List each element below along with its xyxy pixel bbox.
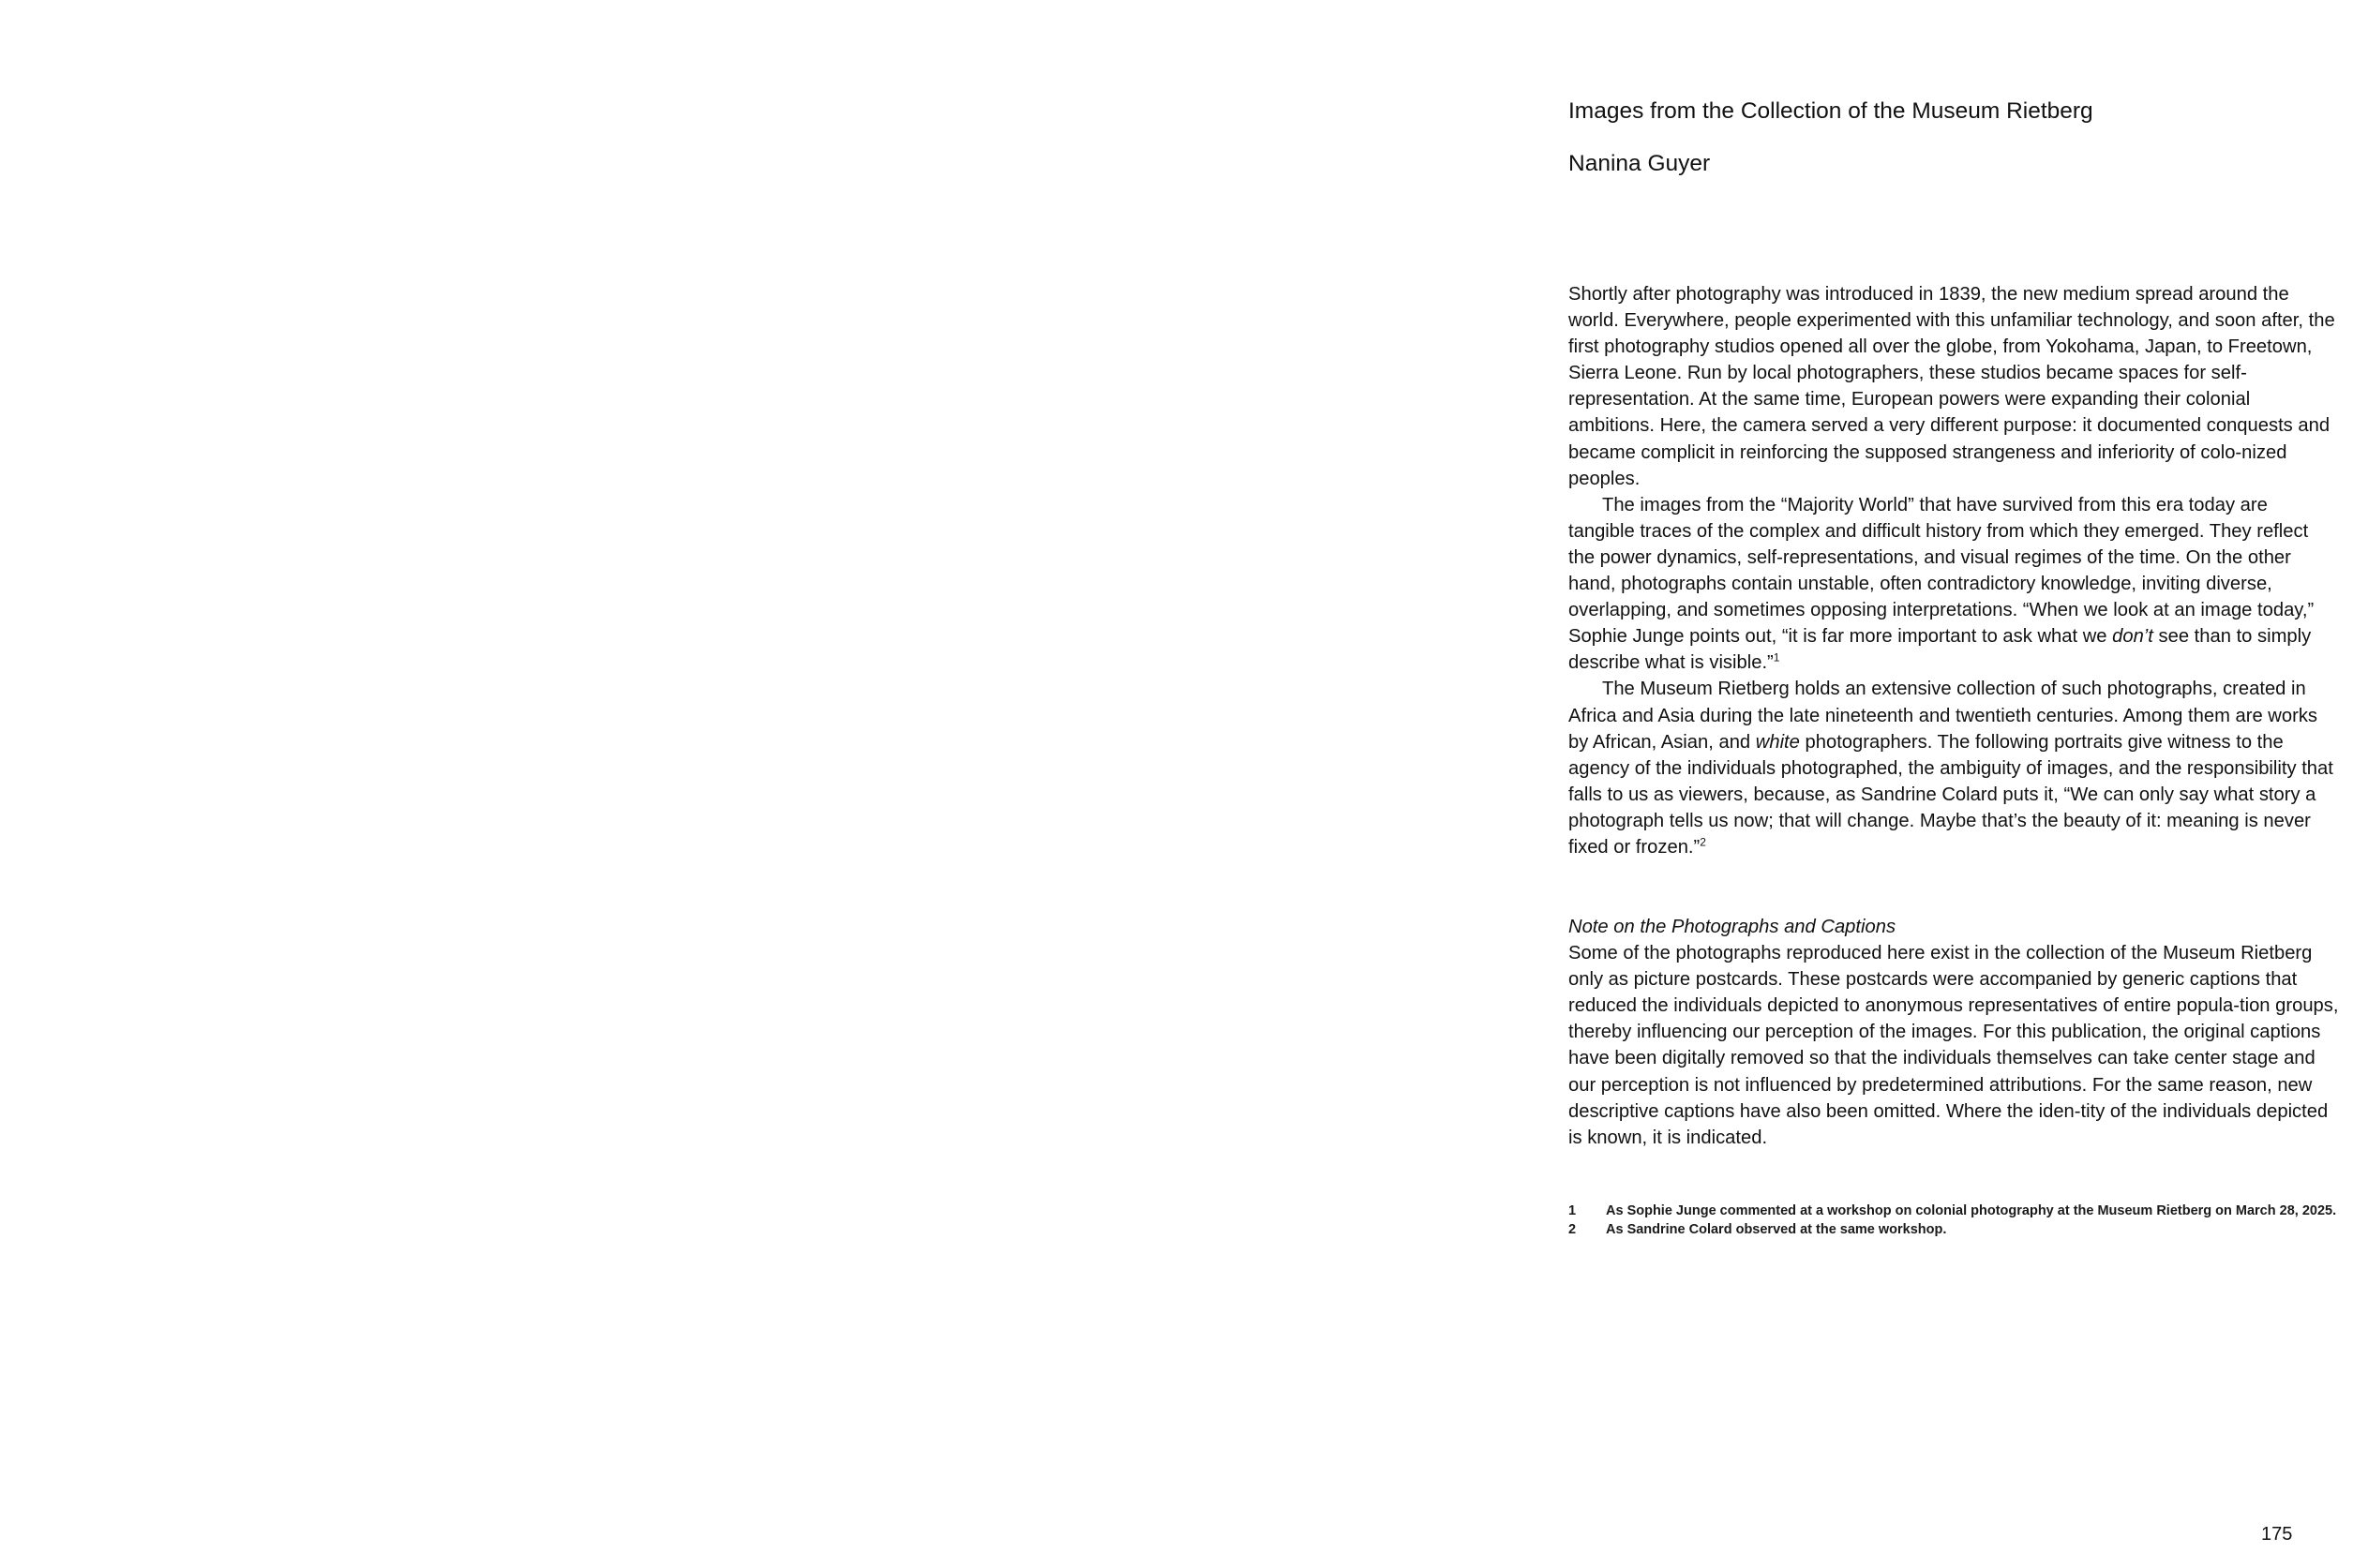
footnote-number: 2 <box>1568 1222 1577 1237</box>
footnote-ref-2[interactable]: 2 <box>1700 835 1706 849</box>
note-heading: Note on the Photographs and Captions <box>1568 917 1896 937</box>
paragraph-1: Shortly after photography was introduced in 1839, the new medium spread around the world. Everywhere, people experimented with this unfamiliar technology, and soon after, the first photography studios opened all over the globe, from Yokohama, Japan, to Freetown, Sierra Leone. Run by local photographers, these studios became spaces for self-representation. At the same time, European powers were expanding their colonial ambitions. Here, the camera served a very different purpose: it documented conquests and became complicit in reinforcing the supposed strangeness and inferiority of colo-nized peoples. <box>1568 284 2335 489</box>
paragraph-3 <box>1568 676 2339 860</box>
paragraph-2 <box>1568 492 2339 677</box>
essay-title: Images from the Collection of the Museum Rietberg <box>1568 98 2093 124</box>
author-name: Nanina Guyer <box>1568 151 1711 176</box>
right-page <box>1176 0 2353 1568</box>
footnote-ref-1[interactable]: 1 <box>1773 650 1780 665</box>
essay-body <box>1568 281 2339 860</box>
paragraph-2-text-a: The images from the “Majority World” that have survived from this era today are tangible traces of the complex and difficult history from which they emerged. They reflect the power dynamics, self-representations, and visual regimes of the time. On the other hand, photographs contain unstable, often contradictory knowledge, inviting diverse, overlapping, and sometimes opposing interpretations. “When we look at an image today,” Sophie Junge points out, “it is far more important to ask what we <box>1568 494 2315 648</box>
page-number: 175 <box>2261 1524 2293 1545</box>
footnote-number: 1 <box>1568 1203 1577 1218</box>
footnote-1 <box>1568 1202 2339 1220</box>
paragraph-3-italic: white <box>1755 731 1800 753</box>
footnotes <box>1568 1202 2339 1239</box>
note-section <box>1568 914 2339 1151</box>
paragraph-2-text-b: see than to simply describe what is visible.” <box>1568 626 2312 674</box>
paragraph-2-italic: don’t <box>2112 626 2153 648</box>
note-body: Some of the photographs reproduced here exist in the collection of the Museum Rietberg only as picture postcards. These postcards were accompanied by generic captions that reduced the individuals depicted to anonymous representatives of entire popula-tion groups, thereby influencing our perception of the images. For this publication, the original captions have been digitally removed so that the individuals themselves can take center stage and our perception is not influenced by predetermined attributions. For the same reason, new descriptive captions have also been omitted. Where the iden-tity of the individuals depicted is known, it is indicated. <box>1568 943 2339 1148</box>
footnote-text: As Sandrine Colard observed at the same workshop. <box>1606 1222 1947 1237</box>
footnote-text: As Sophie Junge commented at a workshop on colonial photography at the Museum Rietberg on March 28, 2025. <box>1606 1203 2337 1218</box>
paragraph-3-text-b: photographers. The following portraits give witness to the agency of the individuals photographed, the ambiguity of images, and the responsibility that falls to us as viewers, because, as Sandrine Colard puts it, “We can only say what story a photograph tells us now; that will change. Maybe that’s the beauty of it: meaning is never fixed or frozen.” <box>1568 731 2333 858</box>
left-page-blank <box>0 0 1176 1568</box>
paragraph-3-text-a: The Museum Rietberg holds an extensive collection of such photographs, created in Africa and Asia during the late nineteenth and twentieth centuries. Among them are works by African, Asian, and <box>1568 679 2318 753</box>
footnote-2 <box>1568 1220 2339 1239</box>
